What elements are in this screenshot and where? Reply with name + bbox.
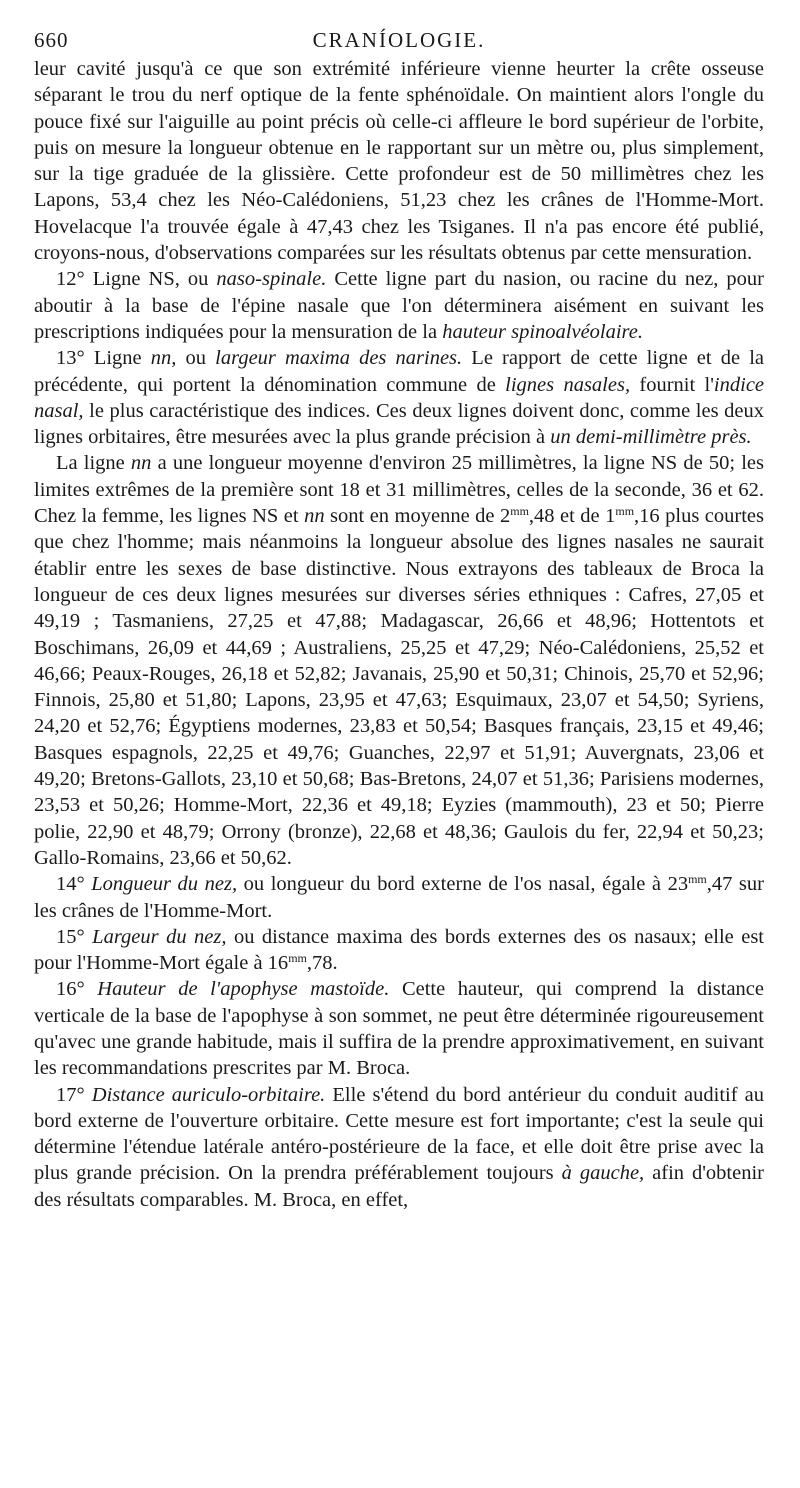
- italic-text: Distance auriculo-orbitaire.: [91, 1083, 326, 1106]
- text-run: 17°: [56, 1083, 92, 1106]
- text-run: 12° Ligne NS, ou: [56, 268, 217, 291]
- text-run: La ligne: [56, 452, 131, 475]
- italic-text: largeur maxima des narines.: [215, 347, 463, 370]
- body-text: [34, 56, 764, 1213]
- paragraph: [34, 1082, 764, 1213]
- text-run: ,48 et de 1: [528, 505, 616, 528]
- text-run: Cette ligne part du nasion, ou racine du nez, pour aboutir à la base de l'épine nasale que l'on déterminera aisément en suivant les prescriptions indiquées pour la mensuration de la: [34, 268, 764, 343]
- text-run: 14°: [56, 873, 92, 896]
- italic-text: Largeur du nez,: [92, 925, 227, 948]
- paragraph: [34, 56, 764, 266]
- text-run: afin d'obtenir des résultats comparables. M. Broca, en effet,: [34, 1162, 764, 1211]
- text-run: ,47 sur les crânes de l'Homme-Mort.: [34, 873, 764, 922]
- text-run: ou distance maxima des bords externes des os nasaux; elle est pour l'Homme-Mort égale à 16: [34, 925, 764, 975]
- text-run: fournit l': [630, 373, 714, 396]
- text-run: Le rapport de cette ligne et de la précédente, qui portent la dénomination commune de: [34, 347, 764, 396]
- text-run: ,16 plus courtes que chez l'homme; mais néanmoins la longueur absolue des lignes nasales ne saurait établir entre les sexes de base distinctive. Nous extrayons des tableaux de Broca la longueur de ces deux lignes mesurées sur diverses séries ethniques : Cafres, 27,05 et 49,19 ; Tasmaniens, 27,25 et 47,88; Madagascar, 26,66 et 48,96; Hottentots et Boschimans, 26,09 et 44,69 ; Australiens, 25,25 et 47,29; Néo-Calédoniens, 25,52 et 46,66; Peaux-Rouges, 26,18 et 52,82; Javanais, 25,90 et 50,31; Chinois, 25,70 et 52,96; Finnois, 25,80 et 51,80; Lapons, 23,95 et 47,63; Esquimaux, 23,07 et 54,50; Syriens, 24,20 et 52,76; Égyptiens modernes, 23,83 et 50,54; Basques français, 23,15 et 49,46; Basques espagnols, 22,25 et 49,76; Guanches, 22,97 et 51,91; Auvergnats, 23,06 et 49,20; Bretons-Gallots, 23,10 et 50,68; Bas-Bretons, 24,07 et 51,36; Parisiens modernes, 23,53 et 50,26; Homme-Mort, 22,36 et 49,18; Eyzies (mammouth), 23 et 50; Pierre polie, 22,90 et 48,79; Orrony (bronze), 22,68 et 48,36; Gaulois du fer, 22,94 et 50,23; Gallo-Romains, 23,66 et 50,62.: [34, 505, 765, 869]
- superscript-unit: mm: [615, 504, 635, 519]
- italic-text: indice nasal,: [34, 373, 765, 422]
- paragraph: [34, 924, 764, 977]
- superscript-unit: mm: [288, 951, 307, 966]
- paragraph: [34, 976, 764, 1081]
- text-run: 13° Ligne: [56, 347, 151, 370]
- italic-text: lignes nasales,: [505, 373, 631, 396]
- paragraph: [34, 345, 764, 450]
- running-title: CRANÍOLOGIE.: [312, 28, 486, 52]
- page-number: 660: [34, 28, 69, 52]
- text-run: ,78.: [306, 952, 338, 975]
- superscript-unit: mm: [510, 504, 529, 519]
- text-run: sont en moyenne de 2: [324, 505, 511, 528]
- italic-text: hauteur spinoalvéolaire.: [442, 320, 643, 343]
- italic-text: nn: [130, 452, 152, 475]
- text-run: a une longueur moyenne d'environ 25 millimètres, la ligne NS de 50; les limites extrêmes de la première sont 18 et 31 millimètres, celles de la seconde, 36 et 62. Chez la femme, les lignes NS et: [34, 452, 764, 528]
- italic-text: naso-spinale.: [216, 268, 327, 291]
- italic-text: nn,: [150, 347, 177, 370]
- italic-text: un demi-millimètre près.: [550, 426, 752, 449]
- paragraph: [34, 450, 764, 871]
- italic-text: nn: [304, 505, 325, 528]
- paragraph: [34, 871, 764, 924]
- text-run: Cette hauteur, qui comprend la distance verticale de la base de l'apophyse à son sommet, ne peut être déterminée rigoureusement qu'avec une grande habitude, mais il suffira de la prendre approximativement, en suivant les recommandations prescrites par M. Broca.: [34, 978, 764, 1080]
- text-run: ou longueur du bord externe de l'os nasal, égale à 23: [237, 873, 689, 896]
- text-run: ou: [176, 347, 216, 370]
- text-run: 15°: [56, 925, 93, 948]
- paragraph: [34, 266, 764, 345]
- text-run: 16°: [56, 978, 98, 1001]
- text-run: Elle s'étend du bord antérieur du conduit auditif au bord externe de l'ouverture orbitaire. Cette mesure est fort importante; c'est la seule qui détermine l'étendue latérale antéro-postérieure de la face, et elle doit être prise avec la plus grande précision. On la prendra préférablement toujours: [34, 1083, 764, 1185]
- text-run: leur cavité jusqu'à ce que son extrémité inférieure vienne heurter la crête osseuse séparant le trou du nerf optique de la fente sphénoïdale. On maintient alors l'ongle du pouce fixé sur l'aiguille au point précis où celle-ci affleure le bord supérieur de l'orbite, puis on mesure la longueur obtenue en le rapportant sur un mètre ou, plus simplement, sur la tige graduée de la glissière. Cette profondeur est de 50 millimètres chez les Lapons, 53,4 chez les Néo-Calédoniens, 51,23 chez les crânes de l'Homme-Mort. Hovelacque l'a trouvée égale à 47,43 chez les Tsiganes. Il n'a pas encore été publié, croyons-nous, d'observations comparées sur les résultats obtenus par cette mensuration.: [34, 58, 764, 265]
- text-run: le plus caractéristique des indices. Ces deux lignes doivent donc, comme les deux lignes orbitaires, être mesurées avec la plus grande précision à: [34, 399, 764, 449]
- italic-text: Hauteur de l'apophyse mastoïde.: [97, 978, 390, 1001]
- book-page: [34, 22, 764, 1213]
- italic-text: Longueur du nez,: [91, 873, 238, 896]
- superscript-unit: mm: [688, 872, 707, 887]
- italic-text: à gauche,: [561, 1162, 645, 1185]
- page-header: [34, 22, 764, 56]
